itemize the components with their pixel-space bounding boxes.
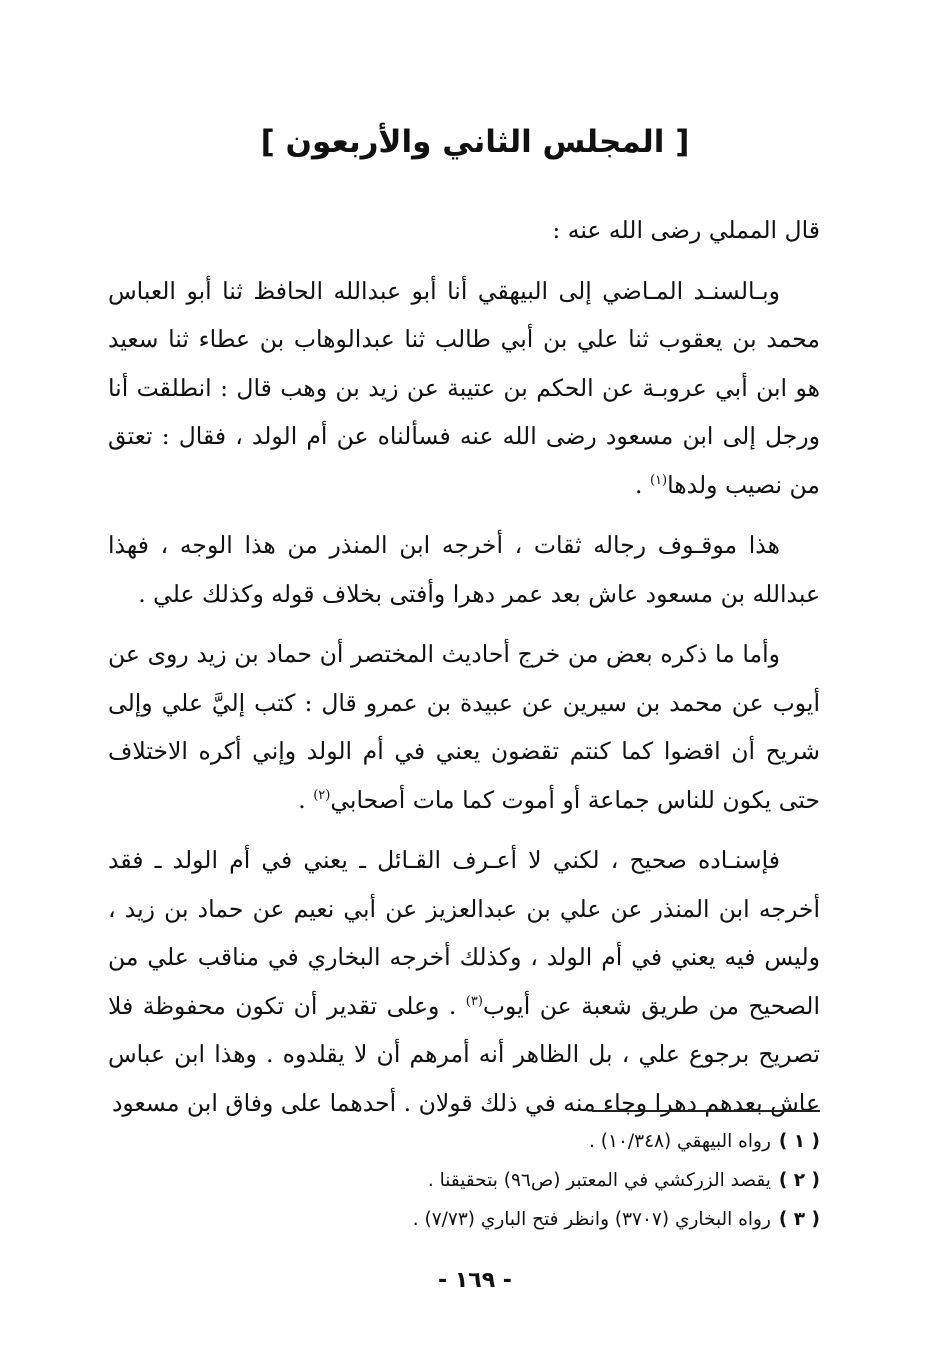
opening-line: قال المملي رضى الله عنه : [552, 216, 820, 244]
footnote-text: يقصد الزركشي في المعتبر (ص٩٦) بتحقيقنا . [427, 1170, 771, 1191]
footnote-3 [300, 1200, 820, 1239]
paragraph-end: . وعلى تقدير أن تكون محفوظة فلا تصريح برجوع علي ، بل الظاهر أنه أمرهم أن لا يقلدوه . وهذا ابن عباس عاش بعدهم دهرا وجاء منه في ذلك قولان . أحدهما على وفاق ابن مسعود [108, 991, 820, 1117]
paragraph-text: وبـالسنـد المـاضي إلى البيهقي أنا أبو عبدالله الحافظ ثنا أبو العباس محمد بن يعقوب ثنا علي بن أبي طالب ثنا عبدالوهاب بن عطاء ثنا سعيد هو ابن أبي عروبـة عن الحكم بن عتيبة عن زيد بن وهب قال : انطلقت أنا ورجل إلى ابن مسعود رضى الله عنه فسألناه عن أم الولد ، فقال : تعتق من نصيب ولدها [108, 276, 820, 499]
footnote-divider [592, 1110, 820, 1112]
paragraph-text: فإسنـاده صحيح ، لكني لا أعـرف القـائل ـ يعني في أم الولد ـ فقد أخرجه ابن المنذر عن علي بن عبدالعزيز عن أبي نعيم عن حماد بن زيد ، وليس فيه يعني في أم الولد ، وكذلك أخرجه البخاري في مناقب علي من الصحيح من طريق شعبة عن أيوب [108, 846, 820, 1020]
paragraph-3 [108, 630, 820, 824]
footnotes [300, 1122, 820, 1239]
page-number: - ١٦٩ - [438, 1268, 512, 1293]
footnote-number: ( ٢ ) [778, 1170, 820, 1191]
paragraph-end: . [298, 785, 314, 814]
paragraph-text: وأما ما ذكره بعض من خرج أحاديث المختصر أن حماد بن زيد روى عن أيوب عن محمد بن سيرين عن عبيدة بن عمرو قال : كتب إليَّ علي وإلى شريح أن اقضوا كما كنتم تقضون يعني في أم الولد وإني أكره الاختلاف حتى يكون للناس جماعة أو أموت كما مات أصحابي [108, 640, 820, 814]
paragraph-end: . [635, 470, 650, 499]
footnote-number: ( ١ ) [778, 1131, 820, 1152]
paragraph-1 [108, 267, 820, 510]
footnote-number: ( ٣ ) [778, 1209, 820, 1230]
footnote-text: رواه البخاري (٣٧٠٧) وانظر فتح الباري (٧/٧٣) . [412, 1209, 771, 1230]
footnote-2 [300, 1161, 820, 1200]
main-text [108, 206, 820, 1127]
footnote-reference-2: (٢) [313, 787, 331, 803]
footnote-1 [300, 1122, 820, 1161]
footnote-text: رواه البيهقي (١٠/٣٤٨) . [589, 1131, 771, 1152]
footnote-reference-3: (٣) [465, 993, 483, 1009]
paragraph-text: هذا موقـوف رجاله ثقات ، أخرجه ابن المنذر من هذا الوجه ، فهذا عبدالله بن مسعود عاش بعد عمر دهرا وأفتى بخلاف قوله وكذلك علي . [108, 531, 820, 608]
paragraph-2 [108, 521, 820, 618]
section-title: [ المجلس الثاني والأربعون ] [260, 124, 690, 160]
footnote-reference-1: (١) [649, 472, 668, 488]
paragraph-4 [108, 836, 820, 1127]
